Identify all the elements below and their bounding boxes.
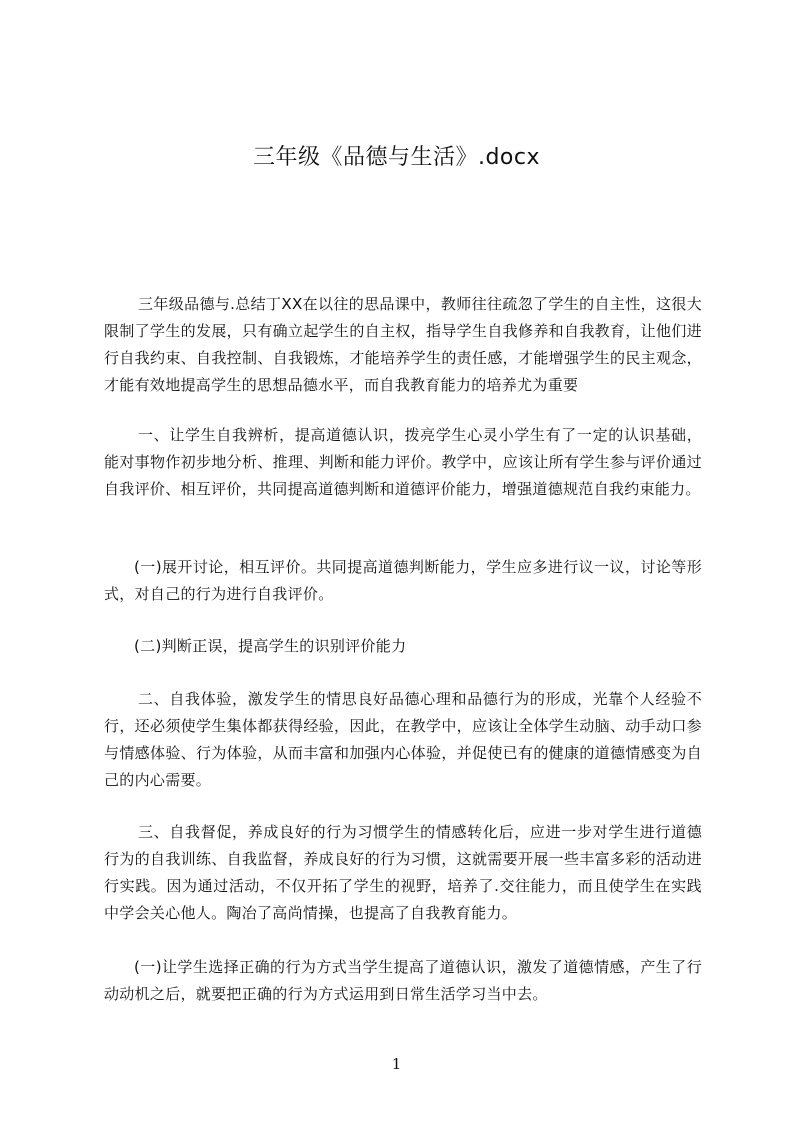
- paragraph-intro: 三年级品德与.总结丁XX在以往的思品课中，教师往往疏忽了学生的自主性，这很大限制了学生的发展，只有确立起学生的自主权，指导学生自我修养和自我教育，让他们进行自我约束、自我控制、自我锻炼，才能培养学生的责任感，才能增强学生的民主观念，才能有效地提高学生的思想品德水平，而自我教育能力的培养尤为重要: [104, 295, 702, 394]
- paragraph-section-3-1: (一)让学生选择正确的行为方式当学生提高了道德认识，激发了道德情感，产生了行动动机之后，就要把正确的行为方式运用到日常生活学习当中去。: [104, 958, 702, 1003]
- page-number: 1: [391, 1055, 402, 1073]
- paragraph-section-3: 三、自我督促，养成良好的行为习惯学生的情感转化后，应进一步对学生进行道德行为的自我训练、自我监督，养成良好的行为习惯，这就需要开展一些丰富多彩的活动进行实践。因为通过活动，不仅开拓了学生的视野，培养了.交往能力，而且使学生在实践中学会关心他人。陶冶了高尚情操，也提高了自我教育能力。: [104, 823, 702, 922]
- paragraph-section-1: 一、让学生自我辨析，提高道德认识，拨亮学生心灵小学生有了一定的认识基础，能对事物作初步地分析、推理、判断和能力评价。教学中，应该让所有学生参与评价通过自我评价、相互评价，共同提高道德判断和道德评价能力，增强道德规范自我约束能力。: [104, 426, 702, 498]
- document-title: 三年级《品德与生活》.docx: [252, 145, 541, 170]
- paragraph-section-1-1: (一)展开讨论，相互评价。共同提高道德判断能力，学生应多进行议一议，讨论等形式，对自己的行为进行自我评价。: [104, 558, 702, 603]
- paragraph-section-1-2: (二)判断正误，提高学生的识别评价能力: [134, 637, 407, 655]
- paragraph-section-2: 二、自我体验，激发学生的情思良好品德心理和品德行为的形成，光靠个人经验不行，还必须使学生集体都获得经验，因此，在教学中，应该让全体学生动脑、动手动口参与情感体验、行为体验，从而丰富和加强内心体验，并促使已有的健康的道德情感变为自己的内心需要。: [104, 690, 702, 789]
